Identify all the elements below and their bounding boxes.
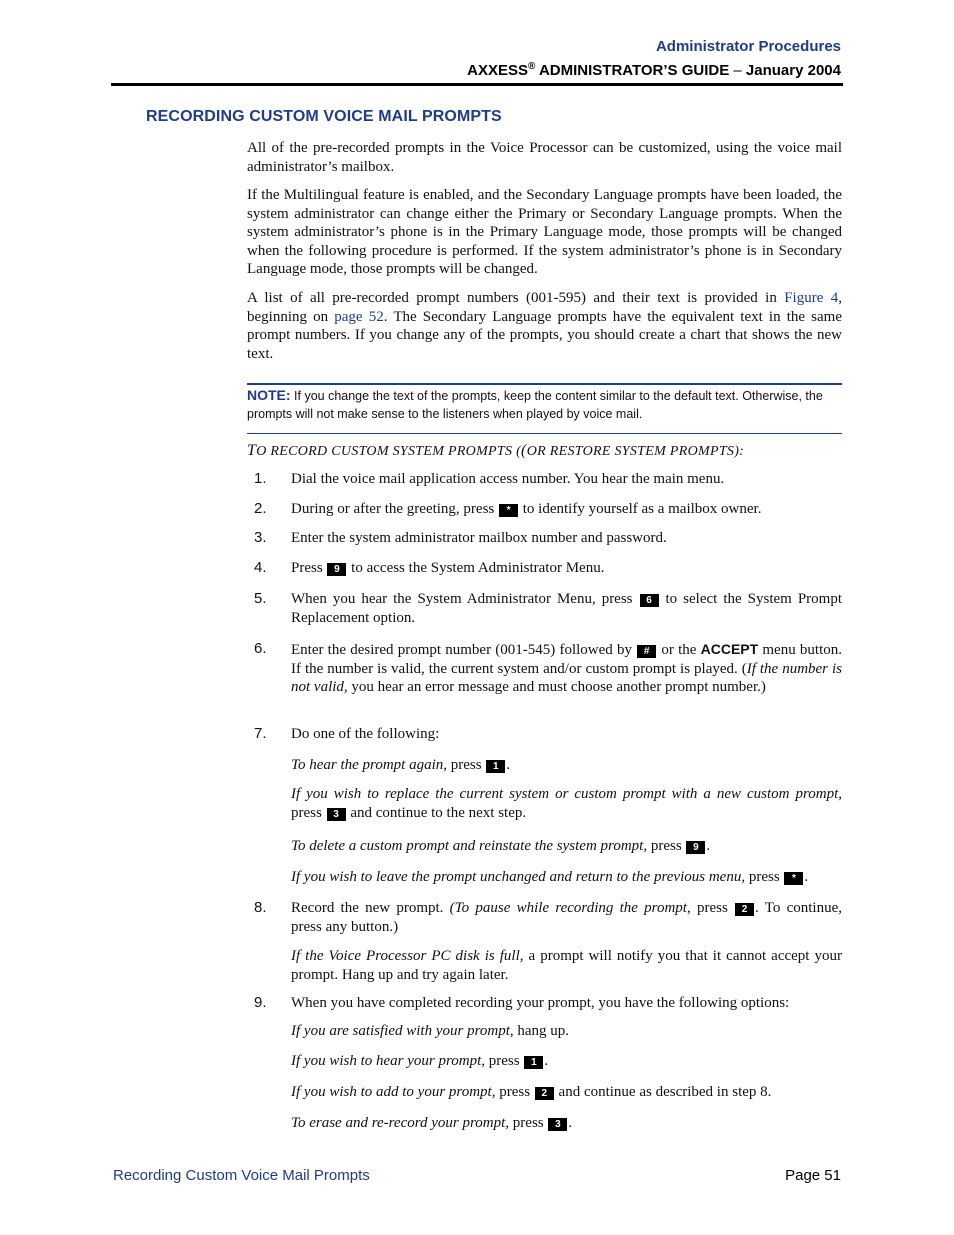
section-title: RECORDING CUSTOM VOICE MAIL PROMPTS bbox=[146, 108, 502, 125]
key-3-icon: 3 bbox=[548, 1118, 567, 1131]
step-7-option-3: To delete a custom prompt and reinstate the system prompt, press 9 . bbox=[291, 838, 711, 854]
note-rule-bottom bbox=[247, 433, 842, 434]
title-prefix: AXXESS bbox=[467, 62, 528, 79]
title-main: ADMINISTRATOR’S GUIDE bbox=[535, 62, 734, 79]
star-key-icon: * bbox=[784, 872, 803, 885]
step-9-option-2: If you wish to hear your prompt, press 1 . bbox=[291, 1053, 549, 1069]
step-7-option-4: If you wish to leave the prompt unchanged and return to the previous menu, press * . bbox=[291, 869, 809, 885]
step-6: Enter the desired prompt number (001-545) followed by # or the ACCEPT menu button. If the number is valid, the current system and/or custom prompt is played. (If the number is not valid, you hear an error message and must choose another prompt number.) bbox=[291, 641, 842, 696]
step-number: 1. bbox=[254, 470, 267, 487]
step-number: 4. bbox=[254, 559, 267, 576]
footer-page-number: Page 51 bbox=[785, 1167, 841, 1184]
step-9: When you have completed recording your prompt, you have the following options: bbox=[291, 995, 790, 1011]
procedure-heading: TO RECORD CUSTOM SYSTEM PROMPTS ((OR RESTORE SYSTEM PROMPTS): bbox=[247, 442, 745, 459]
step-2: During or after the greeting, press * to identify yourself as a mailbox owner. bbox=[291, 501, 762, 517]
key-6-icon: 6 bbox=[640, 594, 659, 607]
star-key-icon: * bbox=[499, 504, 518, 517]
step-8-disk-full-note: If the Voice Processor PC disk is full, a prompt will notify you that it cannot accept your prompt. Hang up and try again later. bbox=[291, 948, 842, 983]
step-number: 2. bbox=[254, 500, 267, 517]
title-dash: – bbox=[733, 62, 742, 79]
step-7: Do one of the following: bbox=[291, 726, 440, 742]
key-2-icon: 2 bbox=[735, 903, 754, 916]
note-text: If you change the text of the prompts, keep the content similar to the default text. Otherwise, the prompts will not make sense to the listeners when played by voice mail. bbox=[247, 389, 823, 421]
paragraph-2: If the Multilingual feature is enabled, and the Secondary Language prompts have been loaded, the system administrator can change either the Primary or Secondary Language prompts. When the system administrator’s phone is in the Primary Language mode, those prompts will be changed when the following procedure is performed. If the system administrator’s phone is in Secondary Language mode, those prompts will be changed. bbox=[247, 187, 842, 278]
header-section-title: Administrator Procedures bbox=[655, 38, 841, 55]
step-number: 8. bbox=[254, 899, 267, 916]
paragraph-3: A list of all pre-recorded prompt numbers (001-595) and their text is provided in Figure 4, beginning on page 52. The Secondary Language prompts have the equivalent text in the same prompt numbers. If you change any of the prompts, you should create a chart that shows the new text. bbox=[247, 290, 842, 362]
hash-key-icon: # bbox=[637, 645, 656, 658]
note-label: NOTE: bbox=[247, 387, 291, 403]
key-2-icon: 2 bbox=[535, 1087, 554, 1100]
registered-mark: ® bbox=[527, 61, 536, 72]
title-date: January 2004 bbox=[741, 62, 841, 79]
step-8: Record the new prompt. (To pause while recording the prompt, press 2 . To continue, press any button.) bbox=[291, 900, 843, 935]
step-3: Enter the system administrator mailbox number and password. bbox=[291, 530, 667, 546]
paragraph-1: All of the pre-recorded prompts in the Voice Processor can be customized, using the voice mail administrator’s mailbox. bbox=[247, 140, 842, 175]
key-9-icon: 9 bbox=[686, 841, 705, 854]
step-number: 6. bbox=[254, 640, 267, 657]
key-1-icon: 1 bbox=[486, 760, 505, 773]
step-number: 9. bbox=[254, 994, 267, 1011]
page-52-link[interactable]: page 52 bbox=[334, 308, 384, 325]
header-rule bbox=[111, 83, 843, 86]
step-9-option-1: If you are satisfied with your prompt, hang up. bbox=[291, 1023, 570, 1039]
step-9-option-3: If you wish to add to your prompt, press 2 and continue as described in step 8. bbox=[291, 1084, 772, 1100]
key-9-icon: 9 bbox=[327, 563, 346, 576]
step-5: When you hear the System Administrator Menu, press 6 to select the System Prompt Replacement option. bbox=[291, 591, 842, 626]
accept-button-label: ACCEPT bbox=[700, 641, 759, 657]
step-number: 3. bbox=[254, 529, 267, 546]
step-4: Press 9 to access the System Administrator Menu. bbox=[291, 560, 605, 576]
step-7-option-1: To hear the prompt again, press 1 . bbox=[291, 757, 511, 773]
header-guide-title bbox=[467, 61, 841, 79]
key-3-icon: 3 bbox=[327, 808, 346, 821]
step-number: 5. bbox=[254, 590, 267, 607]
note-box bbox=[247, 383, 842, 434]
step-1: Dial the voice mail application access number. You hear the main menu. bbox=[291, 471, 725, 487]
step-9-option-4: To erase and re-record your prompt, press 3 . bbox=[291, 1115, 573, 1131]
key-1-icon: 1 bbox=[524, 1056, 543, 1069]
footer-section-title: Recording Custom Voice Mail Prompts bbox=[113, 1167, 370, 1184]
figure-4-link[interactable]: Figure 4 bbox=[784, 290, 839, 306]
step-7-option-2: If you wish to replace the current system or custom prompt with a new custom prompt, press 3 and continue to the next step. bbox=[291, 786, 842, 821]
step-number: 7. bbox=[254, 725, 267, 742]
